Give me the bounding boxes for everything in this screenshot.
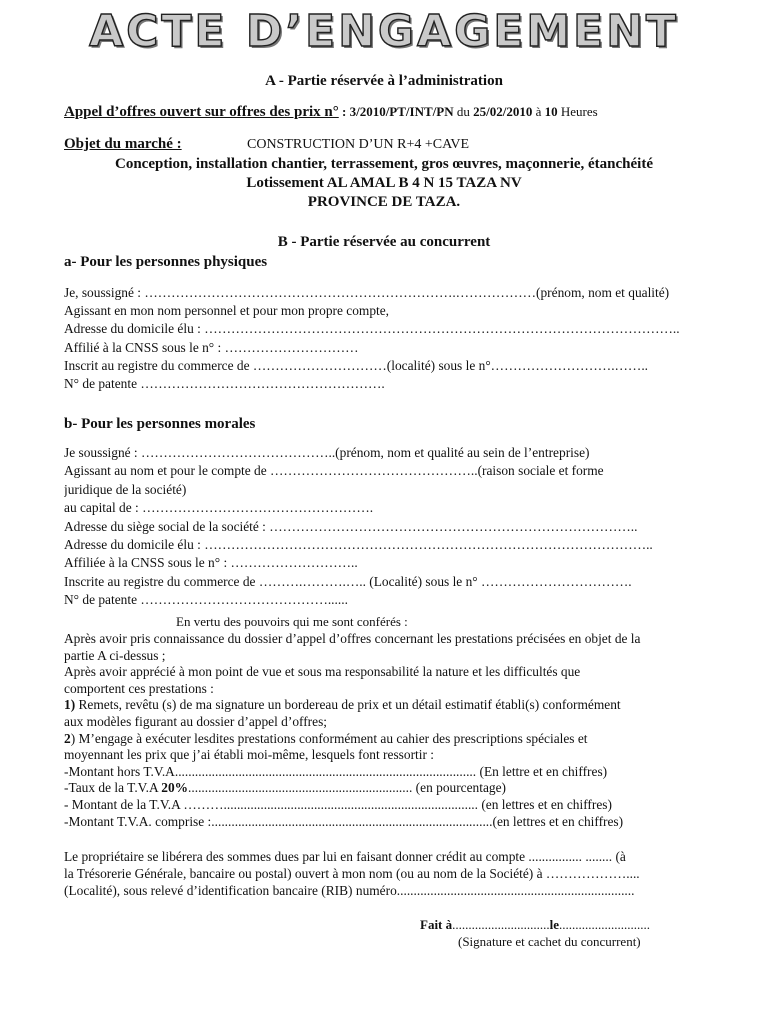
physiques-line: Affilié à la CNSS sous le n° : …………………………: [64, 339, 359, 355]
appel-hour: 10: [544, 104, 558, 119]
morales-line: N° de patente ……………………………………......: [64, 592, 348, 608]
apres-connaissance-line: Après avoir pris connaissance du dossier d’appel d’offres concernant les prestations précisées en objet de la: [64, 631, 641, 646]
taux-tva-line: [64, 780, 730, 797]
le-label: le: [549, 917, 560, 932]
le-dots: ............................: [559, 917, 651, 932]
morales-line: Adresse du siège social de la société : ………………………………………………………………………..: [64, 518, 638, 534]
morales-line: juridique de la société): [64, 481, 187, 497]
physiques-line: N° de patente ……………………………………………….: [64, 376, 385, 392]
apres-apprecie-line: Après avoir apprécié à mon point de vue et sous ma responsabilité la nature et les difficultés que: [64, 664, 581, 680]
proprietaire-line: la Trésorerie Générale, bancaire ou postal) ouvert à mon nom (ou au nom de la Société) à ………………....: [64, 865, 640, 881]
morales-heading: b- Pour les personnes morales: [64, 416, 256, 432]
morales-line: Je soussigné : ……………………………………..(prénom, nom et qualité au sein de l’entreprise): [64, 445, 590, 460]
physiques-line: Je, soussigné : …………………………………………………………….………………(prénom, nom et qualité): [64, 285, 670, 300]
appel-a: à: [532, 104, 545, 119]
item-2-text: ) M’engage à exécuter lesdites prestations conformément au cahier des prescriptions spéciales et: [70, 730, 588, 746]
morales-block: [64, 444, 730, 610]
proprietaire-block: [64, 849, 730, 899]
apres-connaissance-line: partie A ci-dessus ;: [64, 647, 166, 663]
objet-description: Conception, installation chantier, terrassement, gros œuvres, maçonnerie, étanchéité: [115, 156, 653, 172]
fait-a-dots: ..............................: [452, 917, 550, 932]
section-a-heading: A - Partie réservée à l’administration: [265, 73, 503, 89]
appel-du: du: [453, 104, 474, 119]
physiques-line: Inscrit au registre du commerce de …………………………(localité) sous le n°……………………….……..: [64, 357, 649, 373]
fait-a-label: Fait à: [420, 917, 453, 932]
montant-tva-line: - Montant de la T.V.A ………............................................................................ (en lettres et en chiffres): [64, 796, 612, 812]
apres-apprecie-line: comportent ces prestations :: [64, 680, 214, 696]
appel-date: 25/02/2010: [473, 104, 533, 119]
taux-prefix: -Taux de la T.V.A: [64, 780, 162, 796]
appel-offres-line: [64, 104, 598, 121]
document-title: ACTE D’ENGAGEMENT: [89, 6, 679, 57]
item-2-number: 2: [64, 730, 71, 746]
montant-ttc-line: -Montant T.V.A. comprise :....................................................................................(en lettres et en chiffres): [64, 813, 624, 829]
montant-ht-line: -Montant hors T.V.A.......................................................................................... (En lettre et en chiffres): [64, 763, 608, 779]
item-1-text: Remets, revêtu (s) de ma signature un bordereau de prix et un détail estimatif établi(s) conformément: [75, 697, 621, 713]
physiques-line: Adresse du domicile élu : ……………………………………………………………………………………………..: [64, 321, 680, 337]
item-2-line: moyennant les prix que j’ai établi moi-même, lesquels font ressortir :: [64, 747, 435, 763]
morales-line: Inscrite au registre du commerce de ……….……….….. (Localité) sous le n° …………………………….: [64, 573, 632, 589]
appel-number: : 3/2010/PT/INT/PN: [338, 104, 454, 119]
morales-line: Adresse du domicile élu : ………………………………………………………………………………………..: [64, 537, 653, 553]
appel-heures: Heures: [557, 104, 598, 119]
proprietaire-line: Le propriétaire se libérera des sommes dues par lui en faisant donner crédit au compte ................ ........ (à: [64, 849, 626, 864]
item-2-line: [64, 731, 730, 748]
objet-value: CONSTRUCTION D’UN R+4 +CAVE: [247, 137, 470, 152]
objet-label: Objet du marché :: [64, 136, 182, 152]
physiques-block: [64, 284, 730, 393]
morales-line: Affiliée à la CNSS sous le n° : ………………………..: [64, 555, 358, 571]
appel-label: Appel d’offres ouvert sur offres des prix n°: [64, 104, 339, 120]
taux-value: 20%: [161, 780, 189, 796]
physiques-heading: a- Pour les personnes physiques: [64, 254, 268, 270]
vertu-line: En vertu des pouvoirs qui me sont conférés :: [176, 614, 408, 629]
fait-a-line: [420, 917, 650, 933]
objet-line: [64, 136, 182, 153]
physiques-line: Agissant en mon nom personnel et pour mon propre compte,: [64, 303, 390, 319]
signature-caption: (Signature et cachet du concurrent): [458, 934, 641, 949]
objet-province: PROVINCE DE TAZA.: [307, 194, 461, 210]
item-1-line: aux modèles figurant au dossier d’appel d’offres;: [64, 713, 328, 729]
taux-suffix: ................................................................... (en pourcentage): [188, 780, 507, 796]
item-1-number: 1): [64, 697, 76, 713]
morales-line: au capital de : …………………………………………….: [64, 500, 374, 516]
engagement-block: [64, 631, 730, 830]
item-1-line: [64, 697, 730, 714]
morales-line: Agissant au nom et pour le compte de ………………………………………..(raison sociale et forme: [64, 463, 604, 479]
proprietaire-line: (Localité), sous relevé d’identification bancaire (RIB) numéro.......................................................................: [64, 882, 635, 898]
objet-lotissement: Lotissement AL AMAL B 4 N 15 TAZA NV: [246, 175, 522, 191]
section-b-heading: B - Partie réservée au concurrent: [277, 234, 491, 250]
